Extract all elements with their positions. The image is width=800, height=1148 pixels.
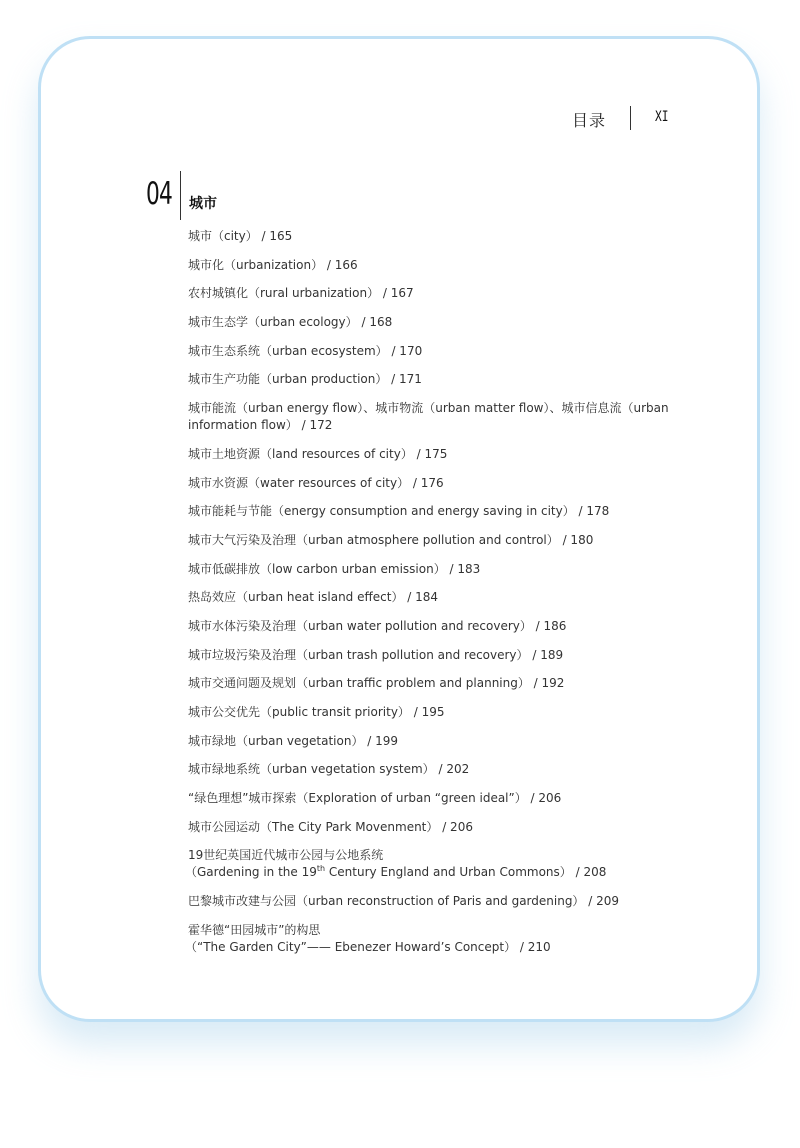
- running-header-title: 目录: [572, 111, 607, 130]
- chapter-number: 04: [146, 176, 173, 212]
- toc-entry[interactable]: [185, 847, 678, 881]
- chapter-title: 城市: [189, 196, 217, 212]
- toc-entry[interactable]: 城市公园运动（The City Park Movenment） / 206: [188, 819, 473, 834]
- toc-entry[interactable]: 城市能流（urban energy flow）、城市物流（urban matter flow）、城市信息流（urban information flow） / 172: [188, 401, 669, 433]
- toc-entry[interactable]: 城市生产功能（urban production） / 171: [188, 372, 422, 387]
- toc-entry-line: 19世纪英国近代城市公园与公地系统: [188, 848, 384, 863]
- toc-entry[interactable]: 城市生态系统（urban ecosystem） / 170: [188, 343, 423, 358]
- toc-entry-superscript: th: [316, 864, 326, 874]
- toc-entry[interactable]: 城市水资源（water resources of city） / 176: [188, 475, 444, 490]
- toc-entry[interactable]: 城市水体污染及治理（urban water pollution and recovery） / 186: [188, 618, 567, 633]
- toc-entry[interactable]: [185, 922, 678, 956]
- toc-entry[interactable]: “绿色理想”城市探索（Exploration of urban “green ideal”） / 206: [188, 791, 562, 806]
- toc-entry-text: （Gardening in the 19: [185, 865, 317, 880]
- toc-entry-text: Century England and Urban Commons） / 208: [325, 865, 607, 880]
- toc-entry[interactable]: 城市垃圾污染及治理（urban trash pollution and recovery） / 189: [188, 647, 564, 662]
- toc-entry-line: [185, 864, 678, 881]
- header-divider: [630, 106, 631, 130]
- toc-entry[interactable]: 城市能耗与节能（energy consumption and energy saving in city） / 178: [188, 504, 610, 519]
- toc-entry[interactable]: 农村城镇化（rural urbanization） / 167: [188, 286, 414, 301]
- toc-entry[interactable]: 热岛效应（urban heat island effect） / 184: [188, 590, 439, 605]
- toc-entry[interactable]: 城市大气污染及治理（urban atmosphere pollution and control） / 180: [188, 532, 594, 547]
- toc-entry[interactable]: 城市（city） / 165: [188, 229, 293, 243]
- toc-entry[interactable]: 城市交通问题及规划（urban traffic problem and planning） / 192: [188, 676, 565, 691]
- toc-entry[interactable]: 城市绿地系统（urban vegetation system） / 202: [188, 762, 470, 777]
- running-header-page-number: XI: [655, 109, 669, 125]
- toc-entry-line: （“The Garden City”—— Ebenezer Howard’s Concept） / 210: [185, 939, 551, 954]
- toc-entry[interactable]: 城市生态学（urban ecology） / 168: [188, 315, 393, 330]
- toc-entry[interactable]: 城市公交优先（public transit priority） / 195: [188, 705, 445, 719]
- toc-entry-line: 霍华德“田园城市”的构思: [188, 922, 321, 937]
- chapter-divider: [180, 171, 181, 220]
- toc-entry[interactable]: 城市低碳排放（low carbon urban emission） / 183: [188, 561, 481, 576]
- toc-entry[interactable]: 城市化（urbanization） / 166: [188, 257, 358, 272]
- toc-entry[interactable]: 巴黎城市改建与公园（urban reconstruction of Paris and gardening） / 209: [188, 894, 620, 909]
- table-of-contents: [185, 228, 678, 968]
- toc-entry[interactable]: 城市绿地（urban vegetation） / 199: [188, 733, 399, 748]
- toc-entry[interactable]: 城市土地资源（land resources of city） / 175: [188, 446, 448, 461]
